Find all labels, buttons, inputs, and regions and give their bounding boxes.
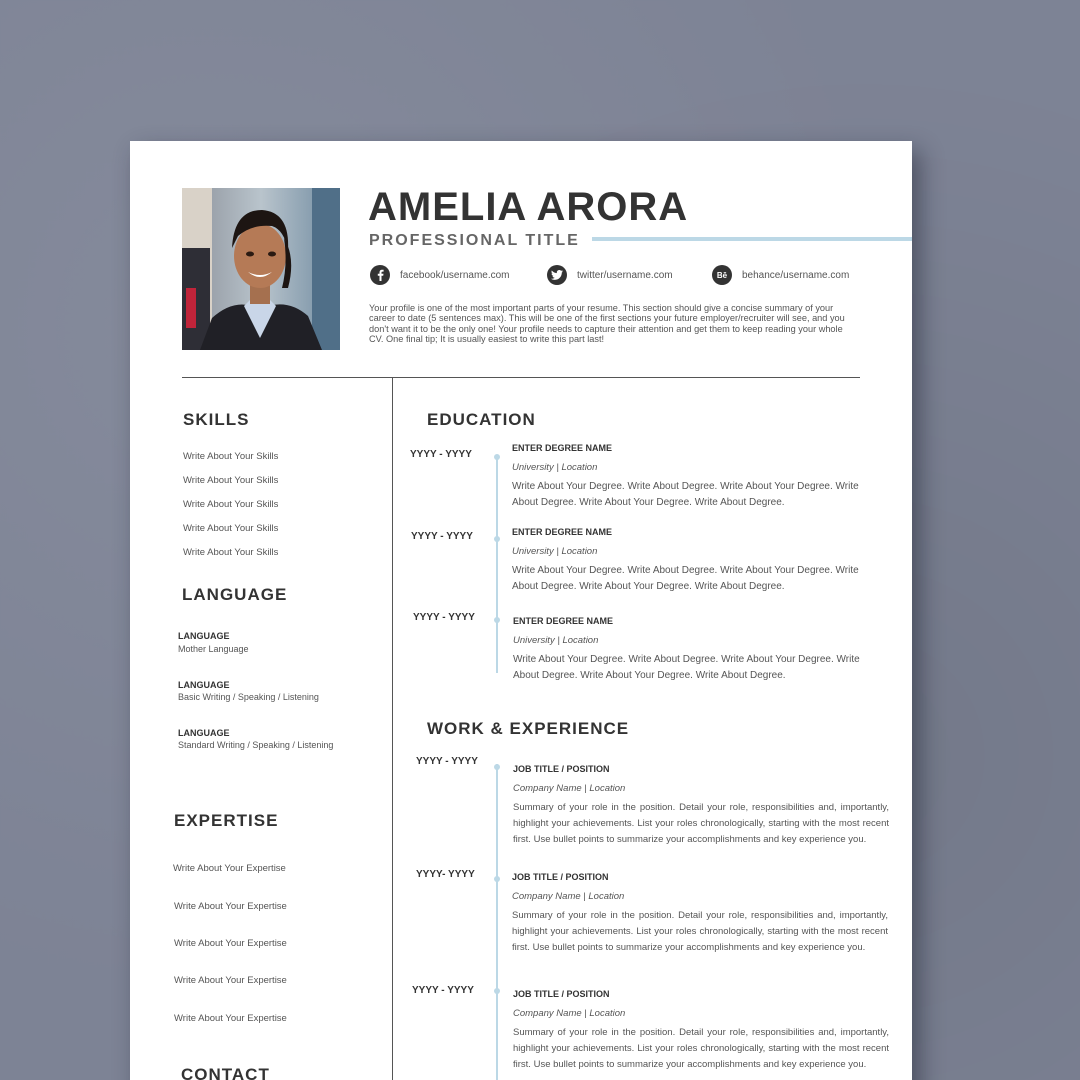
- timeline-dot: [494, 876, 500, 882]
- skill-item: Write About Your Skills: [183, 499, 279, 510]
- header-divider: [182, 377, 860, 378]
- job-company: Company Name | Location: [513, 1008, 626, 1019]
- work-heading: WORK & EXPERIENCE: [427, 719, 630, 738]
- timeline-dot: [494, 617, 500, 623]
- skills-heading: SKILLS: [183, 410, 250, 429]
- degree-name: ENTER DEGREE NAME: [513, 616, 614, 626]
- job-description: Summary of your role in the position. Detail your role, responsibilities and, importantly, highlight your achievements. List your roles chronologically, starting with the most recent first. Use bullet points to summarize your accomplishments and key experience you.: [513, 802, 889, 845]
- job-company: Company Name | Location: [512, 891, 625, 902]
- twitter-handle: twitter/username.com: [577, 269, 673, 281]
- skill-item: Write About Your Skills: [183, 547, 279, 558]
- portrait-image: [182, 188, 340, 350]
- job-title: JOB TITLE / POSITION: [513, 989, 610, 999]
- skill-item: Write About Your Skills: [183, 475, 279, 486]
- expertise-item: Write About Your Expertise: [173, 863, 286, 874]
- title-accent-bar: [592, 237, 912, 241]
- social-facebook[interactable]: [370, 265, 510, 285]
- degree-university: University | Location: [512, 546, 598, 557]
- language-label: LANGUAGE: [178, 728, 230, 738]
- language-level: Mother Language: [178, 644, 249, 654]
- profile-summary: Your profile is one of the most important parts of your resume. This section should give a concise summary of your career to date (5 sentences max). This will be one of the first sections your future employer/recruiter will see, and you don't want it to be the only one! Your profile needs to capture their attention and get them to keep reading your whole CV. One final tip; It is usually easiest to write this part last!: [369, 303, 845, 344]
- education-heading: EDUCATION: [427, 410, 536, 429]
- degree-description: Write About Your Degree. Write About Degree. Write About Your Degree. Write About Degree. Write About Your Degree. Write About Degree.: [512, 565, 859, 592]
- timeline-dot: [494, 988, 500, 994]
- degree-university: University | Location: [512, 462, 598, 473]
- social-links: [370, 265, 870, 287]
- skill-item: Write About Your Skills: [183, 451, 279, 462]
- job-description: Summary of your role in the position. Detail your role, responsibilities and, importantly, highlight your achievements. List your roles chronologically, starting with the most recent first. Use bullet points to summarize your accomplishments and key experience you.: [513, 1027, 889, 1070]
- candidate-name: AMELIA ARORA: [368, 185, 689, 229]
- job-years: YYYY - YYYY: [416, 756, 478, 767]
- expertise-item: Write About Your Expertise: [174, 938, 287, 949]
- behance-handle: behance/username.com: [742, 269, 850, 281]
- language-heading: LANGUAGE: [182, 585, 288, 604]
- language-level: Standard Writing / Speaking / Listening: [178, 740, 334, 750]
- facebook-handle: facebook/username.com: [400, 269, 510, 281]
- degree-description: Write About Your Degree. Write About Degree. Write About Your Degree. Write About Degree. Write About Your Degree. Write About Degree.: [513, 654, 860, 681]
- job-description: Summary of your role in the position. Detail your role, responsibilities and, importantly, highlight your achievements. List your roles chronologically, starting with the most recent first. Use bullet points to summarize your accomplishments and key experience you.: [512, 910, 888, 953]
- education-years: YYYY - YYYY: [410, 449, 472, 460]
- column-divider: [392, 377, 393, 1080]
- degree-university: University | Location: [513, 635, 599, 646]
- job-years: YYYY - YYYY: [412, 985, 474, 996]
- expertise-item: Write About Your Expertise: [174, 901, 287, 912]
- twitter-icon: [547, 265, 567, 285]
- skill-item: Write About Your Skills: [183, 523, 279, 534]
- expertise-heading: EXPERTISE: [174, 811, 279, 830]
- job-years: YYYY- YYYY: [416, 869, 475, 880]
- professional-title: PROFESSIONAL TITLE: [369, 232, 580, 249]
- timeline-dot: [494, 764, 500, 770]
- education-years: YYYY - YYYY: [413, 612, 475, 623]
- job-title: JOB TITLE / POSITION: [512, 872, 609, 882]
- education-timeline: [496, 457, 498, 673]
- timeline-dot: [494, 536, 500, 542]
- degree-description: Write About Your Degree. Write About Degree. Write About Your Degree. Write About Degree. Write About Your Degree. Write About Degree.: [512, 481, 859, 508]
- work-timeline: [496, 764, 498, 1080]
- language-label: LANGUAGE: [178, 631, 230, 641]
- resume-page: [130, 141, 912, 1080]
- degree-name: ENTER DEGREE NAME: [512, 443, 613, 453]
- timeline-dot: [494, 454, 500, 460]
- behance-icon: Bē: [712, 265, 732, 285]
- language-level: Basic Writing / Speaking / Listening: [178, 692, 319, 702]
- facebook-icon: [370, 265, 390, 285]
- contact-heading: CONTACT: [181, 1065, 270, 1080]
- job-company: Company Name | Location: [513, 783, 626, 794]
- job-title: JOB TITLE / POSITION: [513, 764, 610, 774]
- expertise-item: Write About Your Expertise: [174, 1013, 287, 1024]
- education-years: YYYY - YYYY: [411, 531, 473, 542]
- language-label: LANGUAGE: [178, 680, 230, 690]
- social-twitter[interactable]: [547, 265, 673, 285]
- profile-photo: [182, 188, 340, 350]
- expertise-item: Write About Your Expertise: [174, 975, 287, 986]
- degree-name: ENTER DEGREE NAME: [512, 527, 613, 537]
- social-behance[interactable]: [712, 265, 849, 285]
